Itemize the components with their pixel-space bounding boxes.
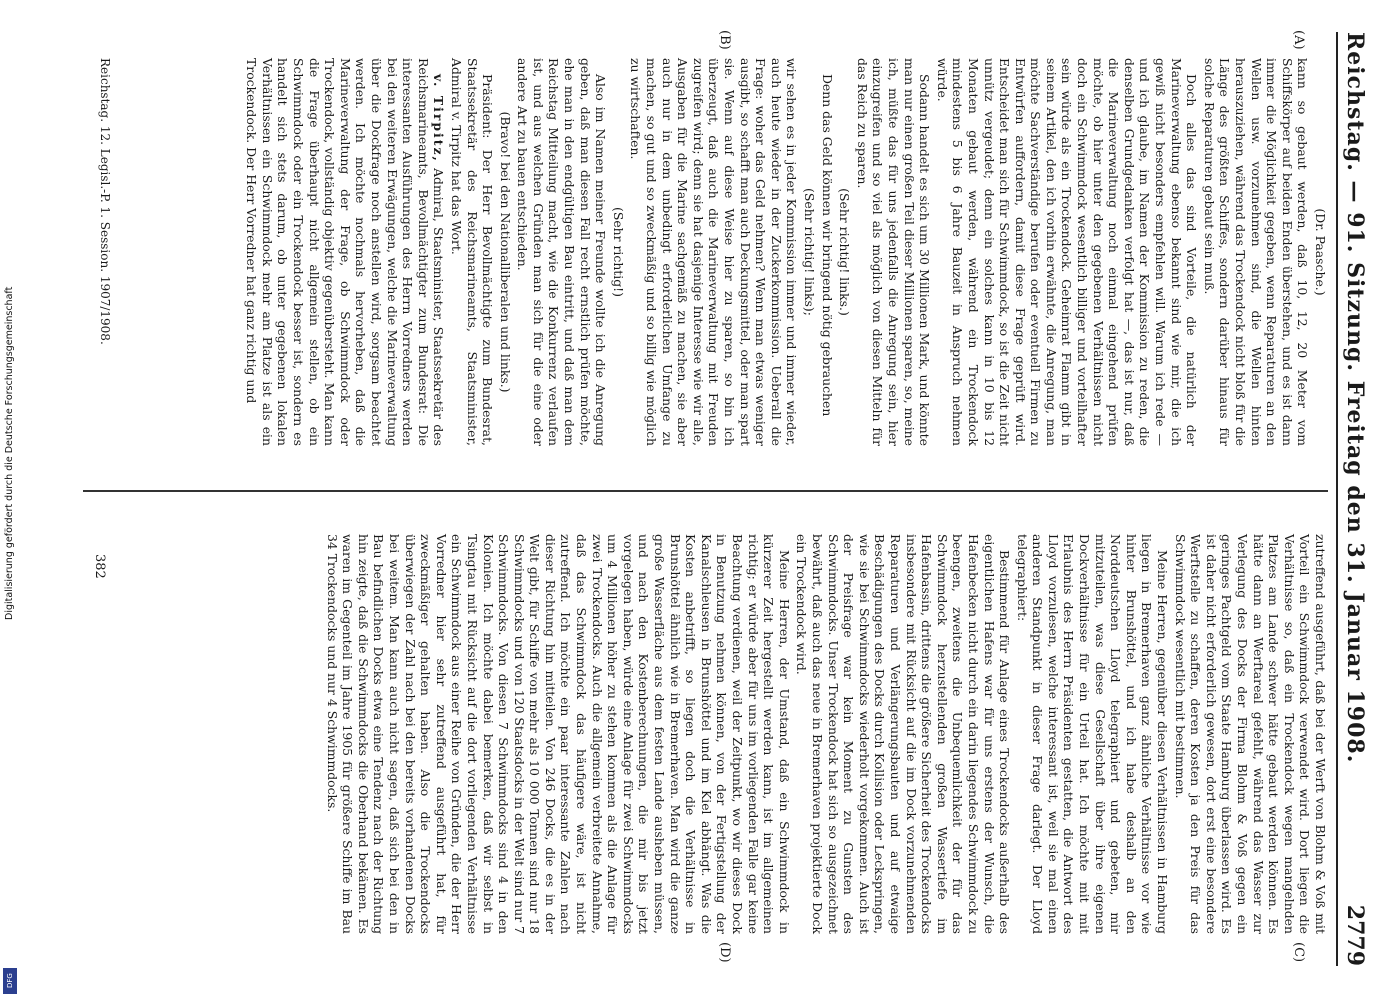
paragraph: Doch alles das sind Vorteile, die natürlich der Marineverwaltung ebenso bekannt sind wie mir, die ich gewiß nicht besonders empfehlen will. Warum ich rede — und ich glaube, im Namen der Kommission zu reden, die denselben Grundgedanken verfolgt hat —, das ist nur, daß die Marineverwaltung noch einmal eingehend prüfen möchte, ob hier unter den gegebenen Verhältnissen nicht doch ein Schwimmdock wesentlich billiger und vorteilhafter sein würde als ein Trockendock. Geheimrat Flamm gibt in seinem Artikel, den ich vorhin erwähnte, die Anregung, man möchte Sachverständige berufen oder eventuell Firmen zu Entwürfen auffordern, damit diese Frage geprüft wird. Entscheidet man sich für Schwimmdock, so ist die Zeit nicht unnütz vergeudet; denn ein solches kann in 10 bis 12 Monaten gebaut werden, während ein Trockendock mindestens 5 bis 6 Jahre Bauzeit in Anspruch nehmen würde. — [934, 58, 1200, 446]
paragraph: kann so gebaut werden, daß 10, 12, 20 Meter vom Schiffskörper auf beiden Enden überstehen, und es ist dann immer die Möglichkeit gegeben, wenn Reparaturen an den Wellen usw. vorzunehmen sind, die Wellen hinten herauszuziehen, während das Trockendock nicht bloß für die Länge des größten Schiffes, sondern darüber hinaus für solche Reparaturen gebaut sein muß. — [1201, 58, 1311, 446]
interjection: (Sehr richtig! links); — [802, 188, 817, 316]
margin-letter-b: (B) — [717, 30, 732, 50]
president-statement: Präsident: Der Herr Bevollmächtigte zum Bundesrat, Staatssekretär des Reichsmarineamts, Staatsminister, Admiral v. Tirpitz hat das Wort. — [448, 58, 496, 446]
interjection: (Sehr richtig!) — [610, 207, 626, 297]
quoted-telegram: Bestimmend für Anlage eines Trockendocks außerhalb des eigentlichen Hafens war für uns erstens der Wunsch, die Hafenbecken nicht durch ein darin liegendes Schwimmdock zu beengen, zweitens die Unbequemlichkeit der für das Schwimmdock herzustellenden großen Wassertiefe im Hafenbassin, drittens die größere Sicherheit des Trockendocks insbesondere mit Rücksicht auf die im Dock vorzunehmenden Reparaturen und Verlängerungsbauten und auf etwaige Beschädigungen des Docks durch Kollision oder Leckspringen, wie sie bei Schwimmdocks wiederholt vorgekommen. Auch ist der Preisfrage war kein Moment zu Gunsten des Schwimmdocks. Unser Trockendock hat sich so ausgezeichnet bewährt, daß auch das neue in Bremerhaven projektierte Dock ein Trockendock wird. — [794, 534, 1013, 934]
left-column — [242, 58, 1328, 446]
speaker-name: v. Tirpitz, — [431, 74, 447, 163]
speaker-text: Admiral, Staatsminister, Staatssekretär des Reichsmarineamts, Bevollmächtigter zum Bundesrat: Die interessanten Ausführungen des Herrn Vorredners werden bei den weiteren Erwägungen, welche die Marineverwaltung über die Dockfrage noch anstellen wird, sorgsam beachtet werden. Ich möchte nochmals hervorheben, daß die Marineverwaltung der Frage, ob Schwimmdock oder Trockendock, vollständig objektiv gegenübersteht. Man kann die Frage überhaupt nicht allgemein stellen, ob ein Schwimmdock oder ein Trockendock besser ist, sondern es handelt sich stets darum, ob unter gegebenen lokalen Verhältnissen ein Schwimmdock mehr am Platze ist als ein Trockendock. Der Herr Vorredner hat ganz richtig und — [244, 58, 447, 446]
paragraph: Meine Herren, gegenüber diesen Verhältnissen in Hamburg liegen in Bremerhaven ganz ähnliche Verhältnisse vor wie hinter Brunshöttel, und ich habe deshalb an den Norddeutschen Lloyd telegraphiert und gebeten, mir mitzuteilen, was diese Gesellschaft über ihre eigenen Dockverhältnisse für ein Urteil hat. Ich möchte mit mit Erlaubnis des Herrn Präsidenten gestatten, die Antwort des Lloyd vorzulesen, welche interessant ist, weil sie mal einen anderen Standpunkt in dieser Frage darlegt. Der Lloyd telegraphiert: — [1014, 534, 1171, 934]
header-title: Reichstag. — 91. Sitzung. Freitag den 31. Januar 1908. — [1342, 32, 1368, 764]
paragraph: zutreffend ausgeführt, daß bei der Werft von Blohm & Voß mit Vorteil ein Schwimmdock verwendet wird. Dort liegen die Verhältnisse so, daß ein Trockendock wegen mangelnden Platzes am Lande schwer hätte gebaut werden können. Es hätte dann an Werftareal gefehlt, während das Wasser zur Verlegung des Docks der Firma Blohm & Voß gegen ein geringes Pachtgeld vom Staate Hamburg überlassen wird. Es ist daher nicht erforderlich gewesen, dort erst eine besondere Werftstelle zu schaffen, deren Kosten ja den Preis für das Schwimmdock wesentlich mit bestimmen. — [1172, 534, 1328, 934]
paragraph: wir sehen es in jeder Kommission immer und immer wieder, auch heute wieder in der Zuckerkommission. Ueberall die Frage: woher das Geld nehmen? Wenn man etwas weniger ausgibt, so schafft man auch Deckungsmittel, oder man spart sie. Wenn auf diese Weise hier zu sparen, so bin ich überzeugt, daß auch die Marineverwaltung mit Freuden zugreifen wird; denn sie hat dasjenige Interesse wie wir alle, Ausgaben für die Marine sachgemäß zu machen, sie aber auch nur in dem unbedingt erforderlichen Umfange zu machen, so gut und so zweckmäßig und so billig wie möglich zu wirtschaften. — [628, 58, 800, 446]
speaker-paragraph — [244, 58, 447, 446]
column-divider — [83, 490, 1328, 492]
right-column — [322, 534, 1328, 934]
footer-source: Reichstag. 12. Legisl.-P. 1. Session. 1907/1908. — [98, 58, 112, 345]
speaker-continuation: (Dr. Paasche.) — [1313, 208, 1328, 296]
paragraph: Denn das Geld können wir bringend nötig gebrauchen — [819, 74, 835, 417]
header-page-number: 2779 — [1342, 904, 1368, 966]
footer-page-code: 382 — [92, 554, 107, 579]
paragraph: Also im Namen meiner Freunde wollte ich die Anregung geben, daß man diesen Fall recht ernstlich prüfen möchte, ehe man in den endgültigen Bau eintritt, und daß man dem Reichstag Mitteilung macht, wie die Konkurrenz verlaufen ist, und aus welchen Gründen man sich für die eine oder andere Art zu bauen entschieden. — [515, 58, 609, 446]
page-header — [1336, 32, 1372, 966]
interjection: (Sehr richtig! links.) — [837, 188, 853, 316]
margin-letter-a: (A) — [1291, 30, 1306, 50]
interjection: (Bravo! bei den Nationalliberalen und links.) — [497, 111, 513, 393]
scanned-page — [72, 24, 1372, 974]
paragraph: Sodann handelt es sich um 30 Millionen Mark, und könnte man nur einen großen Teil dieser Millionen sparen, so, meine ich, müßte das für uns jedenfalls die Anregung sein, hier einzugreifen und so viel als möglich von diesen Mitteln für das Reich zu sparen. — [854, 58, 933, 446]
margin-letter-d: (D) — [717, 942, 732, 963]
margin-letter-c: (C) — [1291, 942, 1306, 963]
digitization-credit: Digitalisierung gefördert durch die Deutsche Forschungsgemeinschaft — [4, 286, 15, 620]
paragraph: Meine Herren, der Umstand, daß ein Schwimmdock in kürzerer Zeit hergestellt werden kann, ist im allgemeinen richtig; er würde aber für uns im vorliegenden Falle gar keine Beachtung verdienen, weil der Zeitpunkt, wo wir dieses Dock in Benutzung nehmen können, von der Fertigstellung der Kanalschleusen in Brunshöttel und im Kiel abhängt. Was die Kosten anbetrifft, so liegen doch die Verhältnisse in Brunshöttel ähnlich wie in Bremerhaven. Man wird die ganze große Wasserfläche aus dem festen Lande ausheben müssen, und nach den Kostenberechnungen, die mir bis jetzt vorgelegen haben, würde eine Anlage für zwei Schwimmdocks um 4 Millionen höher zu stehen kommen als die Anlage für zwei Trockendocks. Auch die allgemein verbreitete Annahme, daß das Schwimmdock das häufigere wäre, ist nicht zutreffend. Ich möchte ein paar interessante Zahlen nach dieser Richtung hin mitteilen. Von 246 Docks, die es in der Welt gibt, für Schiffe von mehr als 10 000 Tonnen sind nur 18 Schwimmdocks und von 120 Staatsdocks in der Welt sind nur 7 Schwimmdocks. Von diesen 7 Schwimmdocks sind 4 in den Kolonien. Ich möchte dabei bemerken, daß wir selbst in Tsingtau mit Rücksicht auf die dort vorliegenden Verhältnisse ein Schwimmdock aus einer Reihe von Gründen, die der Herr Vorredner hier sehr zutreffend ausgeführt hat, für zweckmäßiger gehalten haben. Also die Trockendocks überwiegen der Zahl nach bei den bereits vorhandenen Docks bei weitem. Man kann auch nicht sagen, daß sich bei den in Bau befindlichen Docks etwa eine Tendenz nach der Richtung hin zeigte, daß die Schwimmdocks die Oberhand bekämen. Es waren im Gegenteil im Jahre 1905 für größere Schiffe im Bau 34 Trockendocks und nur 4 Schwimmdocks. — [324, 534, 792, 934]
dfg-logo: DFG — [3, 968, 17, 994]
